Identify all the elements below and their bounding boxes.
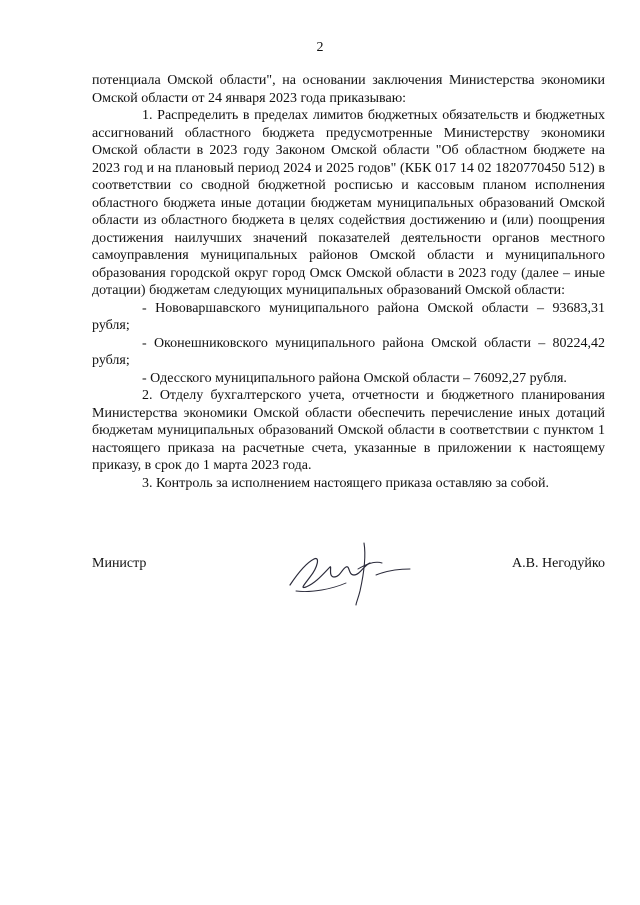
paragraph-recipient-1: - Нововаршавского муниципального района Омской области – 93683,31 рубля; xyxy=(92,300,605,333)
document-body xyxy=(92,72,605,492)
page-number: 2 xyxy=(316,40,324,55)
paragraph-item-2: 2. Отделу бухгалтерского учета, отчетности и бюджетного планирования Министерства экономики Омской области обеспечить перечисление иных дотаций бюджетам муниципальных образований Омской области в соответствии с пунктом 1 настоящего приказа на расчетные счета, указанные в приложении к настоящему приказу, в срок до 1 марта 2023 года. xyxy=(92,388,605,473)
signer-name: А.В. Негодуйко xyxy=(512,556,605,571)
paragraph-item-1: 1. Распределить в пределах лимитов бюджетных обязательств и бюджетных ассигнований областного бюджета предусмотренные Министерству экономики Омской области в 2023 году Законом Омской области "Об областном бюджете на 2023 год и на плановый период 2024 и 2025 годов" (КБК 017 14 02 1820770450 512) в соответствии со сводной бюджетной росписью и кассовым планом исполнения областного бюджета иные дотации бюджетам муниципальных образований Омской области из областного бюджета в целях содействия достижению и (или) поощрения достижения наилучших значений показателей деятельности органов местного самоуправления муниципальных районов Омской области и муниципального образования городской округ город Омск Омской области в 2023 году (далее – иные дотации) бюджетам следующих муниципальных образований Омской области: xyxy=(92,108,605,298)
handwritten-signature xyxy=(272,533,422,613)
signer-title: Министр xyxy=(92,556,147,571)
paragraph-recipient-3: - Одесского муниципального района Омской области – 76092,27 рубля. xyxy=(142,370,567,386)
signature-block xyxy=(92,555,605,615)
paragraph-recipient-2: - Оконешниковского муниципального района Омской области – 80224,42 рубля; xyxy=(92,335,605,368)
paragraph-item-3: 3. Контроль за исполнением настоящего приказа оставляю за собой. xyxy=(142,475,550,491)
paragraph-continuation: потенциала Омской области", на основании заключения Министерства экономики Омской области от 24 января 2023 года приказываю: xyxy=(92,73,605,106)
